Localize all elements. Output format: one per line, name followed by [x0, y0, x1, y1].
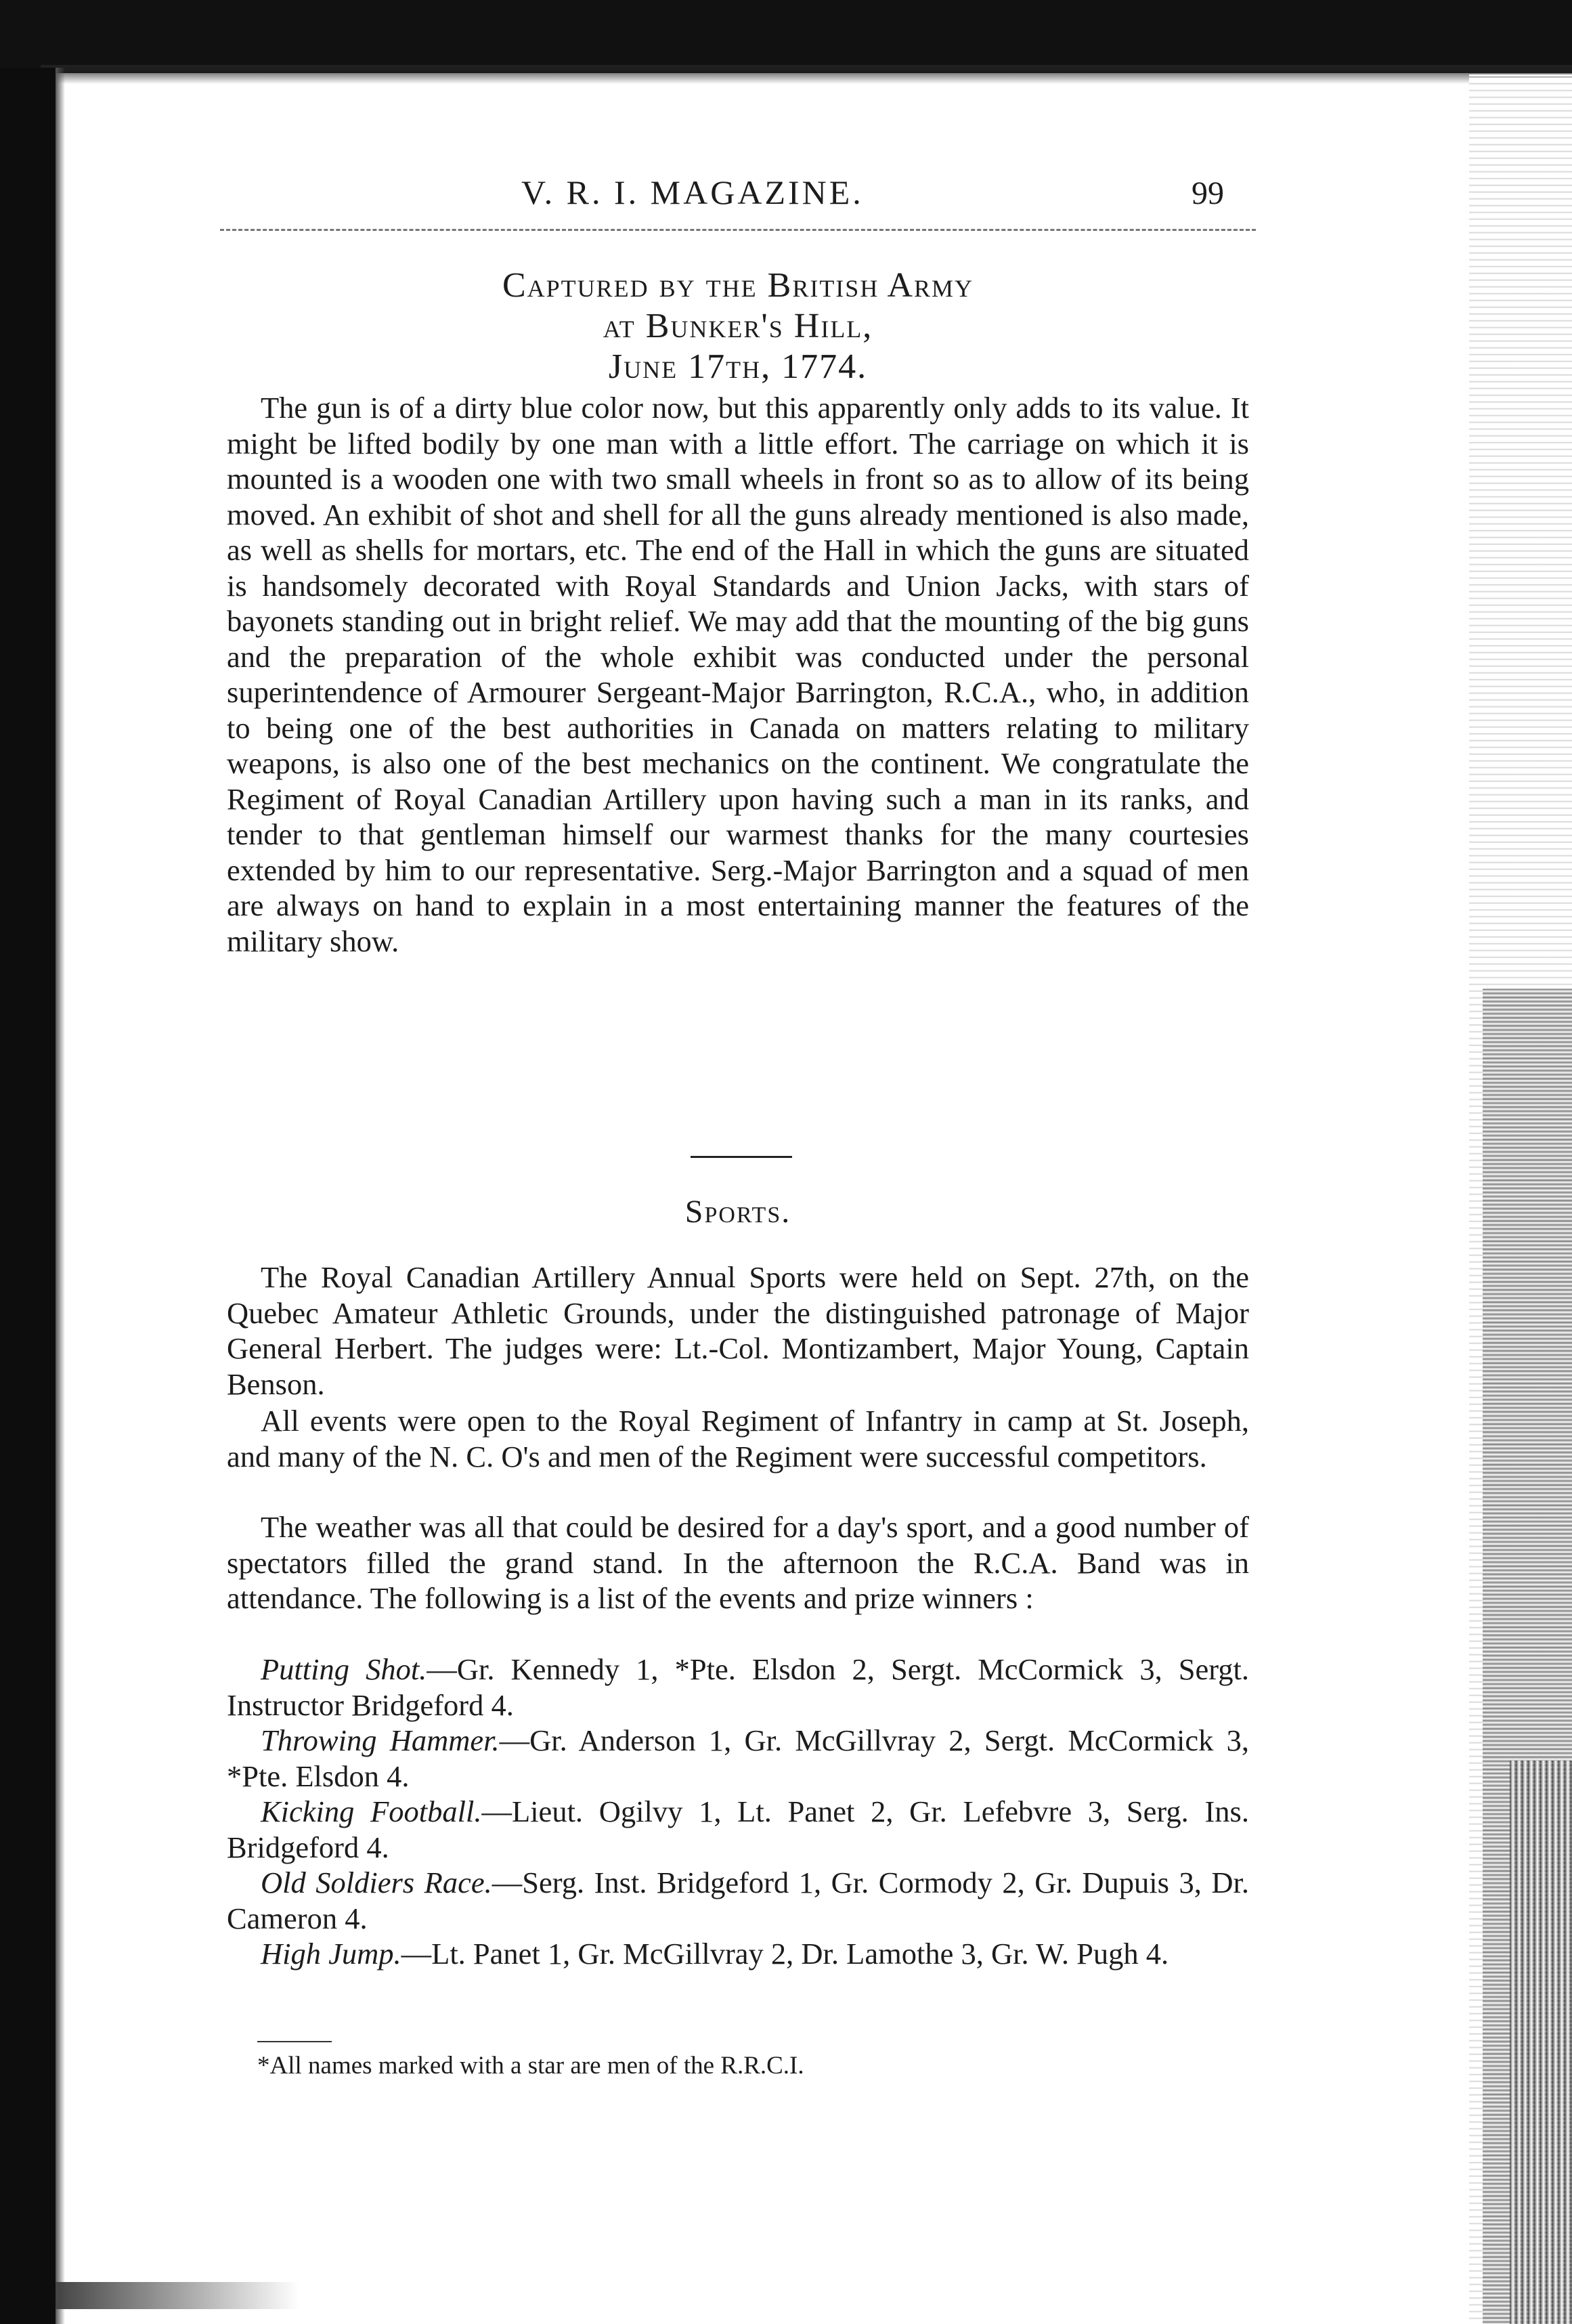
- scan-top-shadow: [41, 65, 1572, 84]
- event-high-jump: [227, 1936, 1249, 1972]
- caption-line-3: June 17th, 1774.: [608, 347, 868, 386]
- event-results: —Gr. Kennedy 1, *Pte. Elsdon 2, Sergt. McCormick 3, Sergt. Instructor Bridgeford 4.: [227, 1652, 1250, 1722]
- event-kicking-football: [227, 1794, 1249, 1865]
- event-putting-shot: [227, 1652, 1249, 1723]
- scan-right-bleed-heavy: [1510, 1761, 1572, 2324]
- event-title: Kicking Football.: [261, 1794, 482, 1828]
- header-rule: [220, 229, 1256, 231]
- running-head: V. R. I. MAGAZINE.: [521, 173, 864, 211]
- page-number: 99: [1192, 175, 1224, 211]
- section-divider: [691, 1156, 792, 1158]
- event-title: Throwing Hammer.: [261, 1723, 500, 1757]
- event-results: —Lt. Panet 1, Gr. McGillvray 2, Dr. Lamothe 3, Gr. W. Pugh 4.: [401, 1937, 1169, 1971]
- footnote: *All names marked with a star are men of the R.R.C.I.: [257, 2052, 804, 2080]
- event-results: —Gr. Anderson 1, Gr. McGillvray 2, Sergt. McCormick 3, *Pte. Elsdon 4.: [227, 1723, 1249, 1793]
- sports-heading: Sports.: [684, 1194, 791, 1230]
- event-title: Putting Shot.: [261, 1652, 427, 1686]
- sports-paragraph-intro: The Royal Canadian Artillery Annual Sports were held on Sept. 27th, on the Quebec Amateur Athletic Grounds, under the distinguished patronage of Major General Herbert. The judges were: Lt.-Col. Montizambert, Major Young, Captain Benson.: [227, 1260, 1249, 1401]
- caption-line-1: Captured by the British Army: [502, 266, 974, 305]
- sports-paragraph-events: All events were open to the Royal Regiment of Infantry in camp at St. Joseph, and many of the N. C. O's and men of the Regiment were successful competitors.: [227, 1404, 1249, 1473]
- event-title: High Jump.: [261, 1937, 401, 1971]
- event-old-soldiers-race: [227, 1865, 1249, 1936]
- scan-left-shadow: [56, 68, 65, 2324]
- scan-bottom-smudge: [56, 2282, 299, 2309]
- sports-paragraph-weather: The weather was all that could be desired for a day's sport, and a good number of spectators filled the grand stand. In the afternoon the R.C.A. Band was in attendance. The following is a list of the events and prize winners :: [227, 1510, 1249, 1615]
- event-throwing-hammer: [227, 1723, 1249, 1794]
- gun-paragraph: The gun is of a dirty blue color now, but this apparently only adds to its value. It might be lifted bodily by one man with a little effort. The carriage on which it is mounted is a wooden one with two small wheels in front so as to allow of its being moved. An exhibit of shot and shell for all the guns already mentioned is also made, as well as shells for mortars, etc. The end of the Hall in which the guns are situated is handsomely decorated with Royal Standards and Union Jacks, with stars of bayonets standing out in bright relief. We may add that the mounting of the big guns and the preparation of the whole exhibit was conducted under the personal superintendence of Armourer Sergeant-Major Barrington, R.C.A., who, in addition to being one of the best authorities in Canada on matters relating to military weapons, is also one of the best mechanics on the continent. We congratulate the Regiment of Royal Canadian Artillery upon having such a man in its ranks, and tender to that gentleman himself our warmest thanks for the many courtesies extended by him to our representative. Serg.-Major Barrington and a squad of men are always on hand to explain in a most entertaining manner the features of the military show.: [227, 391, 1249, 958]
- event-results: —Serg. Inst. Bridgeford 1, Gr. Cormody 2, Gr. Dupuis 3, Dr. Cameron 4.: [227, 1866, 1249, 1935]
- footnote-rule: [257, 2041, 332, 2042]
- scan-left-border: [0, 68, 56, 2324]
- scan-top-border: [0, 0, 1572, 73]
- event-title: Old Soldiers Race.: [261, 1866, 492, 1899]
- event-results: —Lieut. Ogilvy 1, Lt. Panet 2, Gr. Lefebvre 3, Serg. Ins. Bridgeford 4.: [227, 1794, 1249, 1864]
- caption-line-2: at Bunker's Hill,: [603, 307, 873, 345]
